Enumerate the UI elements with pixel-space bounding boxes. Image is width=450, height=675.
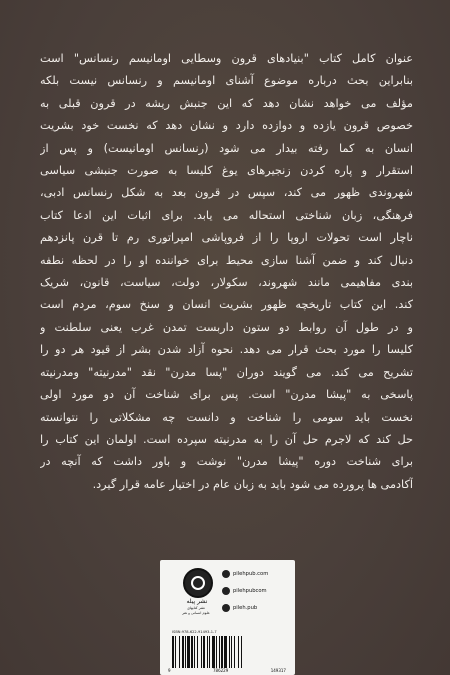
publisher-logo [183,568,213,598]
text-line: عنوان کامل کتاب "بنیادهای قرون وسطایی اومانیسم رنسانس" است [40,52,413,65]
barcode-digits-left: 9 [168,668,171,673]
website-row [222,570,268,578]
text-line: بندی مفاهیمی مانند شهروند، سکولار، دولت، سیاست، قانون، شریک [40,276,413,290]
telegram-icon [222,604,230,612]
text-line: ناچار است تحولات اروپا را از فروپاشی امپراتوری رم تا قرن پانزدهم [40,231,413,245]
text-line: پاسخی به "پیشا مدرن" است. پس برای شناخت آن دو مورد اولی [40,388,413,402]
back-cover-text [40,48,413,496]
text-line: برای شناخت دوره "پیشا مدرن" نوشت و باور داشت که آنچه در [40,455,413,469]
barcode-bars [172,636,282,668]
text-line: آکادمی ها پرورده می شود باید به زبان عام در اختیار عامه قرار گیرد. [92,477,413,491]
text-line: حل کند که لاجرم حل آن را به مدرنیته سپرده است. اولمان این کتاب را [40,432,413,446]
telegram-row [222,604,257,612]
text-line: خصوص قرون یازده و دوازده دارد و نشان دهد که نخست خود بشریت [40,119,413,133]
barcode-bar [241,636,242,668]
text-line: تشریح می کند. می گویند دوران "پسا مدرن" نقد "مدرنیته" ومدرنیته [40,365,413,379]
text-line: فرهنگی، زبان شناختی استحاله می یابد. برای اثبات این ادعا کتاب [40,208,413,222]
text-line: کلیسا را مورد بحث قرار می دهد. نحوه آزاد شدن بشر از قیود هر دو را [40,343,413,357]
instagram-text: pilehpubcom [233,588,267,594]
instagram-icon [222,587,230,595]
telegram-text: pileh.pub [233,605,258,611]
text-line: شهروندی ظهور می کند، سپس در قرون بعد به شکل رنسانس ادبی، [40,186,413,200]
publisher-tagline-2: علوم انسانی و هنر [182,611,210,615]
text-line: استقرار و پاره کردن زنجیرهای یوغ کلیسا به صورت جنبشی سیاسی [40,164,413,178]
publisher-name: نشر پیله [186,598,208,605]
text-line: دنبال کند و ضمن آشنا سازی محیط برای خواننده او را در لحظه نطفه [40,253,413,267]
website-text: pilehpub.com [233,571,269,577]
barcode-digits-right: 149317 [270,668,286,673]
barcode-card [160,560,295,675]
text-line: مؤلف می خواهد نشان دهد که این جنبش ریشه در قرون قبلی به [40,96,413,110]
publisher-tagline-1: نشر کتابهای [187,606,205,610]
text-line: بنابراین بحث درباره موضوع آشنای اومانیسم و رنسانس نیست بلکه [40,74,413,88]
isbn-text: ISBN:978-622-91493-1-7 [172,630,217,634]
barcode-digits-mid: 786229 [212,668,229,673]
text-line: نخست باید سومی را شناخت و دانست چه مشکلاتی را نتوانسته [40,410,413,424]
text-line: انسان به کما رفته بیدار می شود (رنسانس اومانیست) و پس از [40,141,413,155]
instagram-row [222,587,267,595]
text-line: کند. این کتاب تاریخچه ظهور بشریت انسان و سنخ سوم، مردم است [40,298,413,312]
globe-icon [222,570,230,578]
barcode-numbers [168,668,286,673]
text-line: و در طول آن روابط دو ستون داربست تمدن غرب یعنی سلطنت و [40,320,413,334]
